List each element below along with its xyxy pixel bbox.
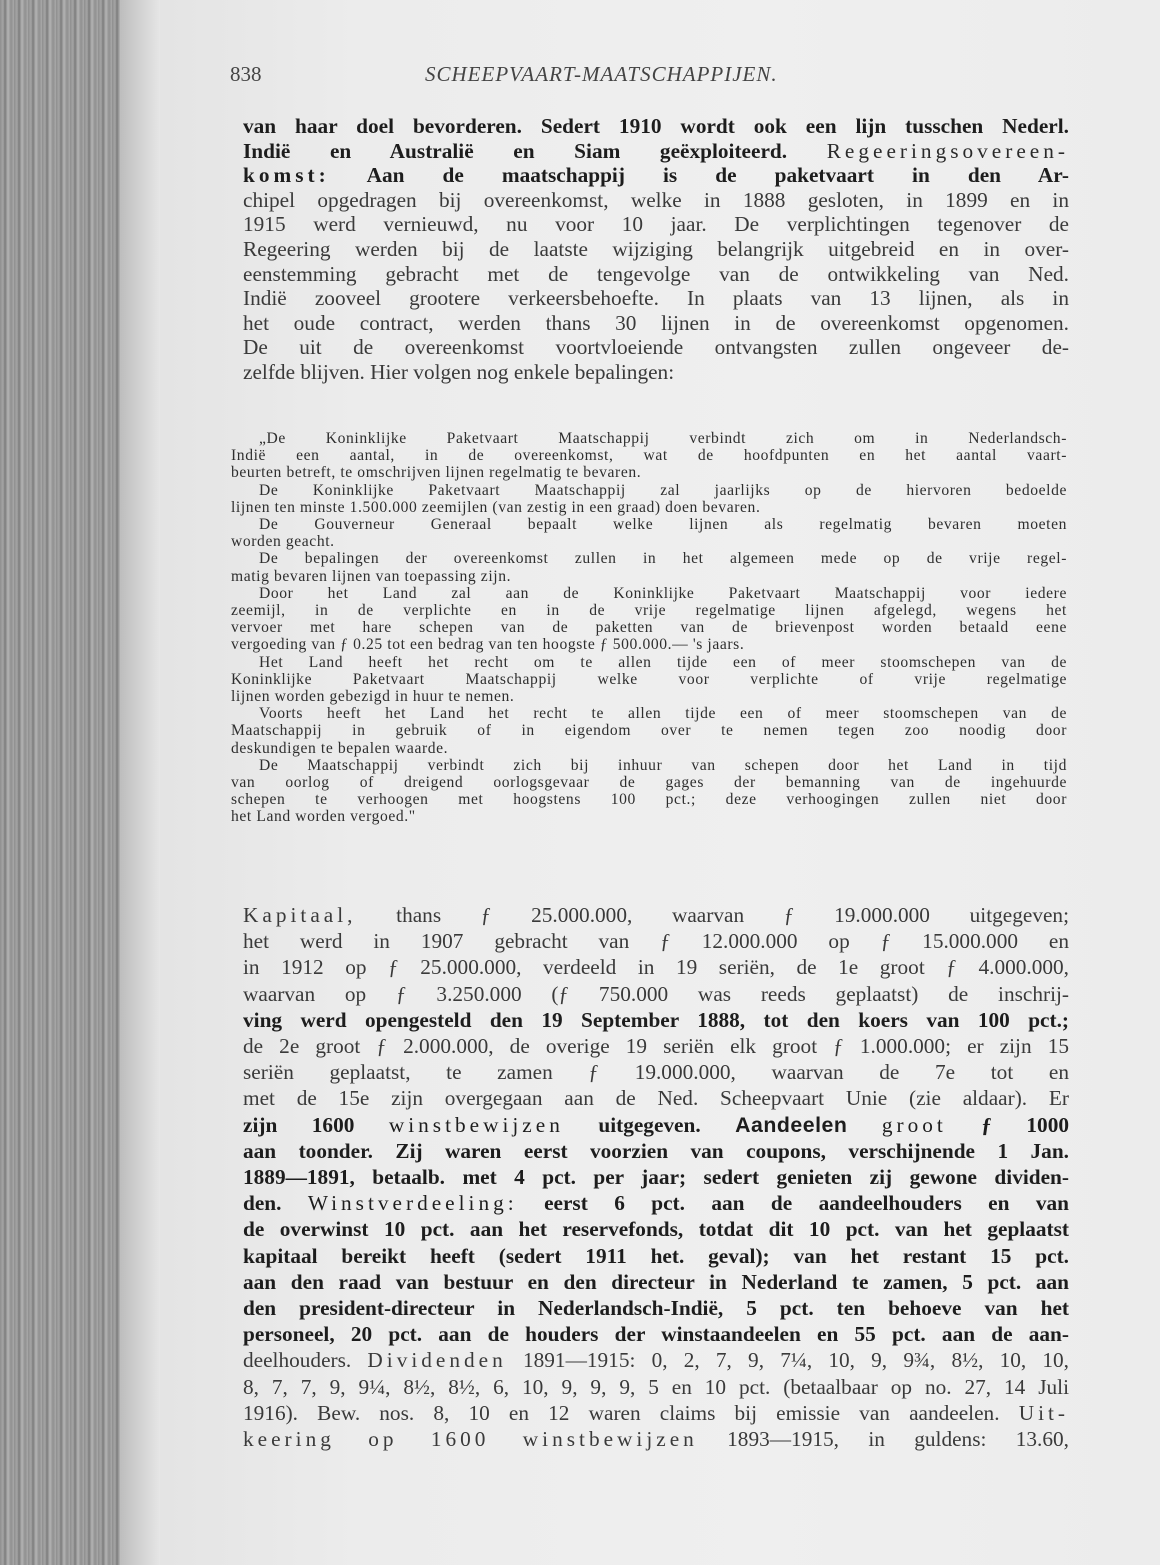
quote-paragraph: De Koninklijke Paketvaart Maatschappij zal jaarlijks op de hiervoren bedoelde lijnen ten minste 1.500.000 zeemijlen (van zestig in een graad) doen bevaren. (231, 481, 1067, 516)
text-line: seriën geplaatst, te zamen ƒ 19.000.000, waarvan de 7e tot en (243, 1060, 1069, 1085)
section-term-komst: komst: (243, 163, 330, 188)
section-term-aandeelen: Aandeelen (735, 1112, 848, 1137)
page-number: 838 (230, 62, 262, 86)
quote-paragraph: Het Land heeft het recht om te allen tijde een of meer stoomschepen van de Koninklijke Paketvaart Maatschappij welke voor verplichte of vrije regelmatige lijnen worden gebezigd in huur te nemen. (231, 653, 1067, 706)
text-line: aan den raad van bestuur en den directeur in Nederland te zamen, 5 pct. aan (243, 1269, 1069, 1294)
quoted-provisions (231, 430, 1067, 826)
quote-paragraph: „De Koninklijke Paketvaart Maatschappij verbindt zich om in Nederlandsch- Indië een aantal, in de overeenkomst, wat de hoofdpunten en het aantal vaart- beurten betreft, te omschrijven lijnen regelmatig te bevaren. (231, 430, 1067, 482)
text-line: 8, 7, 7, 9, 9¼, 8½, 8½, 6, 10, 9, 9, 9, 5 en 10 pct. (betaalbaar op no. 27, 14 Juli (243, 1374, 1069, 1399)
text-line: het oude contract, werden thans 30 lijnen in de overeenkomst opgenomen. (243, 310, 1069, 335)
text-line: personeel, 20 pct. aan de houders der winstaandeelen en 55 pct. aan de aan- (243, 1322, 1069, 1347)
text-line: zijn 1600 winstbewijzen uitgegeven. Aandeelen groot ƒ 1000 (243, 1112, 1069, 1137)
text-line: Indië en Australië en Siam geëxploiteerd. Regeeringsovereen- (243, 138, 1069, 163)
section-term-kapitaal: Kapitaal, (243, 903, 357, 927)
text-line: 1889—1891, betaalb. met 4 pct. per jaar; sedert genieten zij gewone dividen- (243, 1165, 1069, 1190)
text-line: in 1912 op ƒ 25.000.000, verdeeld in 19 seriën, de 1e groot ƒ 4.000.000, (243, 955, 1069, 980)
text-line: 1916). Bew. nos. 8, 10 en 12 waren claims bij emissie van aandeelen. Uit- (243, 1400, 1069, 1425)
text-line: chipel opgedragen bij overeenkomst, welke in 1888 gesloten, in 1899 en in (243, 187, 1069, 212)
text-line: van haar doel bevorderen. Sedert 1910 wordt ook een lijn tusschen Nederl. (243, 114, 1069, 138)
text-line: de 2e groot ƒ 2.000.000, de overige 19 seriën elk groot ƒ 1.000.000; er zijn 15 (243, 1034, 1069, 1059)
section-term-winstverdeeling: Winstverdeeling: (307, 1191, 518, 1216)
quote-paragraph: De Gouverneur Generaal bepaalt welke lijnen als regelmatig bevaren moeten worden geacht. (231, 516, 1067, 551)
text-line: Regeering werden bij de laatste wijziging belangrijk uitgebreid en in over- (243, 236, 1069, 261)
book-page-edges (0, 0, 120, 1565)
text-line: Indië zooveel grootere verkeersbehoefte. In plaats van 13 lijnen, als in (243, 286, 1069, 311)
quote-paragraph: Voorts heeft het Land het recht te allen tijde een of meer stoomschepen van de Maatschappij in gebruik of in eigendom over te nemen tegen zoo noodig door deskundigen te bepalen waarde. (231, 705, 1067, 757)
text-line: met de 15e zijn overgegaan aan de Ned. Scheepvaart Unie (zie aldaar). Er (243, 1086, 1069, 1111)
text-line: den president-directeur in Nederlandsch-Indië, 5 pct. ten behoeve van het (243, 1296, 1069, 1321)
section-term-regeeringsovereenkomst: Regeeringsovereen- (826, 138, 1069, 163)
text-line: deelhouders. Dividenden 1891—1915: 0, 2, 7, 9, 7¼, 10, 9, 9¾, 8½, 10, 10, (243, 1348, 1070, 1373)
text-line: aan toonder. Zij waren eerst voorzien van coupons, verschijnende 1 Jan. (243, 1138, 1069, 1163)
quote-paragraph: De bepalingen der overeenkomst zullen in het algemeen mede op de vrije regel- matig bevaren lijnen van toepassing zijn. (231, 550, 1067, 585)
running-head: SCHEEPVAART-MAATSCHAPPIJEN. (425, 62, 778, 86)
text-line: De uit de overeenkomst voortvloeiende ontvangsten zullen ongeveer de- (243, 335, 1069, 360)
kapitaal-paragraph (243, 902, 1069, 1452)
text-line: Kapitaal, thans ƒ 25.000.000, waarvan ƒ 19.000.000 uitgegeven; (243, 903, 1069, 927)
section-term-uitkeering: Uit- (1018, 1400, 1069, 1425)
text-line: eenstemming gebracht met de tengevolge van de ontwikkeling van Ned. (243, 261, 1069, 286)
text-line: den. Winstverdeeling: eerst 6 pct. aan de aandeelhouders en van (243, 1191, 1069, 1216)
text-line: komst: Aan de maatschappij is de paketvaart in den Ar- (243, 163, 1070, 188)
text-line: waarvan op ƒ 3.250.000 (ƒ 750.000 was reeds geplaatst) de inschrij- (243, 981, 1069, 1006)
text-line: zelfde blijven. Hier volgen nog enkele bepalingen: (243, 359, 675, 384)
text-line: ving werd opengesteld den 19 September 1888, tot den koers van 100 pct.; (243, 1007, 1069, 1032)
text-line: keering op 1600 winstbewijzen 1893—1915, in guldens: 13.60, (243, 1427, 1069, 1452)
intro-paragraph (243, 114, 1069, 385)
section-term-winstbewijzen: winstbewijzen (388, 1112, 564, 1137)
text-line: kapitaal bereikt heeft (sedert 1911 het. geval); van het restant 15 pct. (243, 1243, 1069, 1268)
text-line: de overwinst 10 pct. aan het reservefonds, totdat dit 10 pct. van het geplaatst (243, 1217, 1069, 1242)
quote-paragraph: De Maatschappij verbindt zich bij inhuur van schepen door het Land in tijd van oorlog of dreigend oorlogsgevaar de gages der bemanning van de ingehuurde schepen te verhoogen met hoogstens 100 pct.; deze verhoogingen zullen niet door het Land worden vergoed." (231, 756, 1067, 826)
section-term-dividenden: Dividenden (367, 1348, 507, 1373)
page-header (230, 62, 1080, 92)
quote-paragraph: Door het Land zal aan de Koninklijke Paketvaart Maatschappij voor iedere zeemijl, in de verplichte en in de vrije regelmatige lijnen afgelegd, wegens het vervoer met hare schepen van de paketten van de brievenpost worden betaald eene vergoeding van ƒ 0.25 tot een bedrag van ten hoogste ƒ 500.000.— 's jaars. (231, 584, 1067, 654)
text-line: het werd in 1907 gebracht van ƒ 12.000.000 op ƒ 15.000.000 en (243, 929, 1069, 954)
text-line: 1915 werd vernieuwd, nu voor 10 jaar. De verplichtingen tegenover de (243, 212, 1069, 237)
